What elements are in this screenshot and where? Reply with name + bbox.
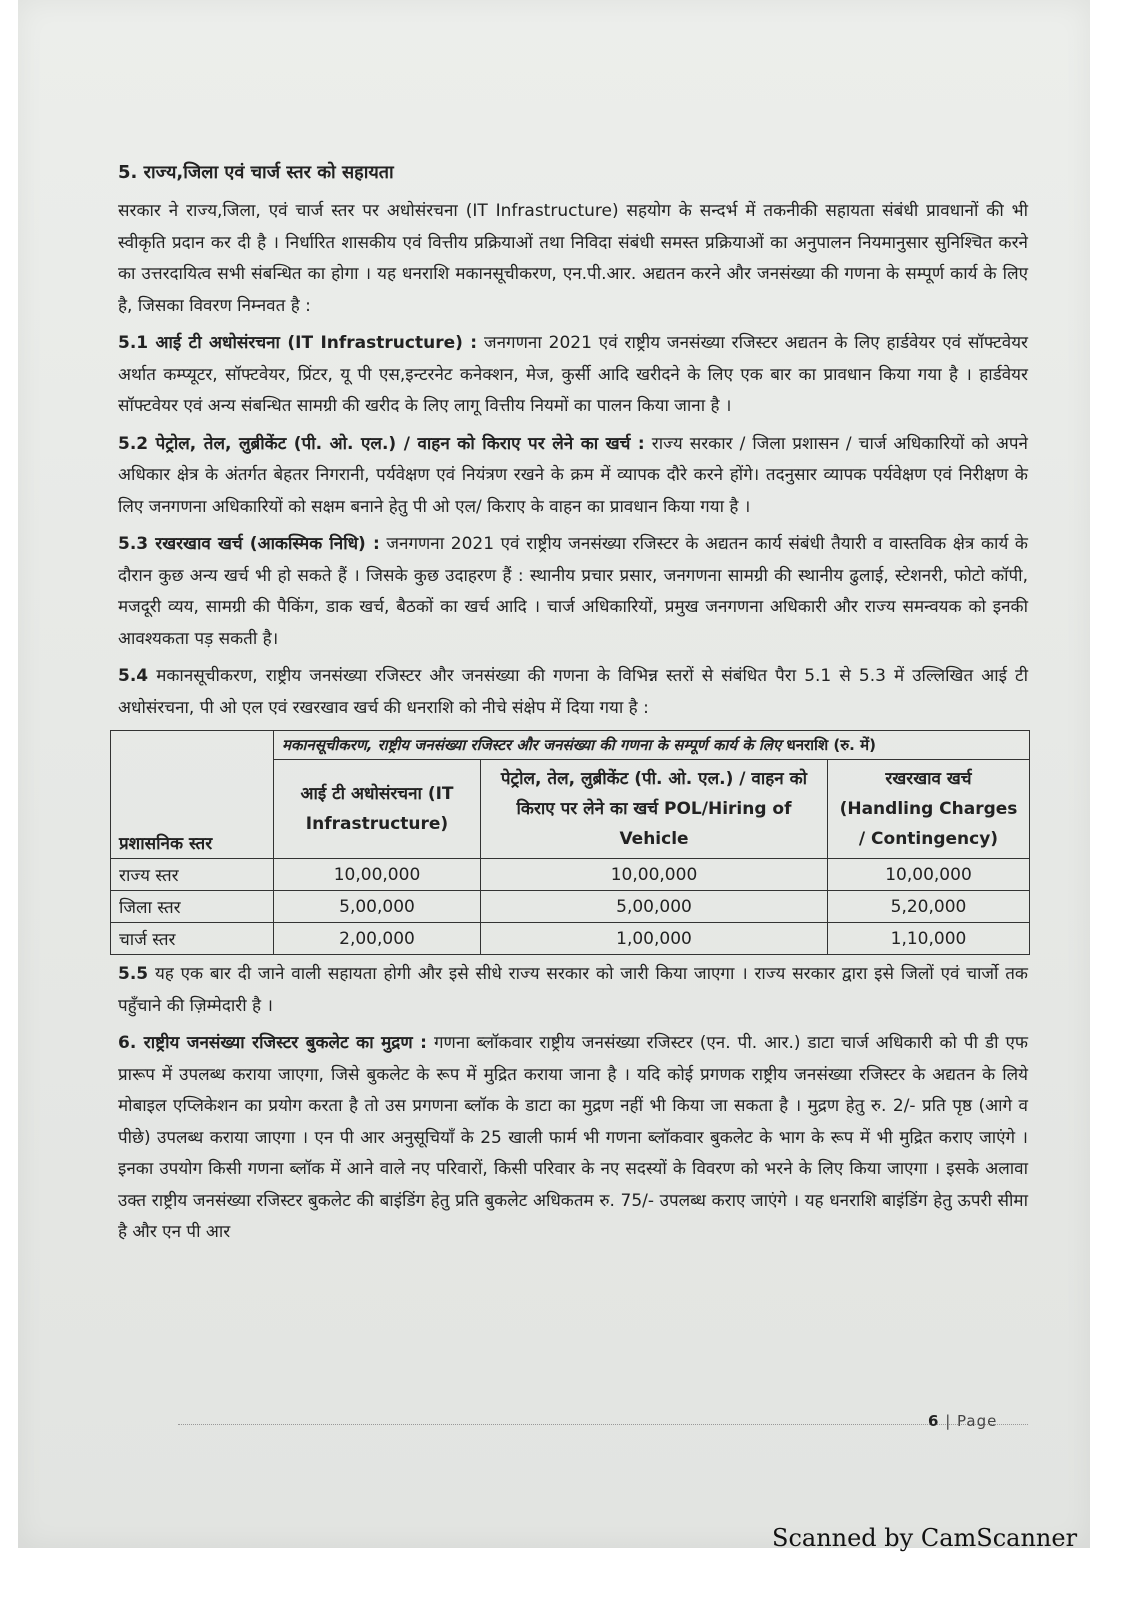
document-page — [18, 0, 1090, 1548]
page-number-value: 6 — [928, 1412, 940, 1430]
pol-cell: 10,00,000 — [481, 859, 828, 891]
section-5-3 — [118, 529, 1028, 655]
page-label: | Page — [945, 1412, 998, 1430]
pol-header: पेट्रोल, तेल, लुब्रीकेंट (पी. ओ. एल.) / वाहन को किराए पर लेने का खर्च POL/Hiring of Vehicle — [481, 760, 828, 859]
section-5-5 — [118, 959, 1028, 1022]
section-5-4-title: 5.4 — [118, 666, 149, 686]
level-cell: जिला स्तर — [111, 891, 274, 923]
section-5-1-title: 5.1 आई टी अधोसंरचना (IT Infrastructure) : — [118, 333, 478, 353]
page-number — [928, 1412, 997, 1430]
contingency-cell: 1,10,000 — [828, 923, 1030, 955]
section-5-3-text: जनगणना 2021 एवं राष्ट्रीय जनसंख्या रजिस्टर के अद्यतन कार्य संबंधी तैयारी व वास्तविक क्षेत्र कार्य के दौरान कुछ अन्य खर्च भी हो सकते हैं । जिसके कुछ उदाहरण हैं : स्थानीय प्रचार प्रसार, जनगणना सामग्री की स्थानीय ढुलाई, स्टेशनरी, फोटो कॉपी, मजदूरी व्यय, सामग्री की पैकिंग, डाक खर्च, बैठकों का खर्च आदि । चार्ज अधिकारियों, प्रमुख जनगणना अधिकारी और राज्य समन्वयक को इनकी आवश्यकता पड़ सकती है। — [118, 534, 1028, 649]
scanner-watermark: Scanned by CamScanner — [772, 1524, 1078, 1552]
section-5-paragraph: सरकार ने राज्य,जिला, एवं चार्ज स्तर पर अधोसंरचना (IT Infrastructure) सहयोग के सन्दर्भ में तकनीकी सहायता संबंधी प्रावधानों की भी स्वीकृति प्रदान कर दी है । निर्धारित शासकीय एवं वित्तीय प्रक्रियाओं तथा निविदा संबंधी समस्त प्रक्रियाओं का अनुपालन नियमानुसार सुनिश्चित करने का उत्तरदायित्व सभी संबन्धित का होगा । यह धनराशि मकानसूचीकरण, एन.पी.आर. अद्यतन करने और जनसंख्या की गणना के सम्पूर्ण कार्य के लिए है, जिसका विवरण निम्नवत है : — [118, 201, 1028, 316]
section-5-3-title: 5.3 रखरखाव खर्च (आकस्मिक निधि) : — [118, 534, 380, 554]
section-5-4 — [118, 661, 1028, 724]
document-content — [118, 160, 1028, 1255]
section-5-5-text: यह एक बार दी जाने वाली सहायता होगी और इसे सीधे राज्य सरकार को जारी किया जाएगा । राज्य सरकार द्वारा इसे जिलों एवं चार्जो तक पहुँचाने की ज़िम्मेदारी है । — [118, 964, 1028, 1016]
section-6 — [118, 1028, 1028, 1249]
section-5-2-title: 5.2 पेट्रोल, तेल, लुब्रीकेंट (पी. ओ. एल.) / वाहन को किराए पर लेने का खर्च : — [118, 433, 645, 454]
section-6-title: 6. राष्ट्रीय जनसंख्या रजिस्टर बुकलेट का मुद्रण : — [118, 1033, 427, 1053]
section-6-text: गणना ब्लॉकवार राष्ट्रीय जनसंख्या रजिस्टर (एन. पी. आर.) डाटा चार्ज अधिकारी को पी डी एफ प्रारूप में उपलब्ध कराया जाएगा, जिसे बुकलेट के रूप में मुद्रित कराया जाना है । यदि कोई प्रगणक राष्ट्रीय जनसंख्या रजिस्टर के अद्यतन के लिये मोबाइल एप्लिकेशन का प्रयोग करता है तो उस प्रगणना ब्लॉक के डाटा का मुद्रण नहीं भी किया जा सकता है । मुद्रण हेतु रु. 2/- प्रति पृष्ठ (आगे व पीछे) उपलब्ध कराया जाएगा । एन पी आर अनुसूचियाँ के 25 खाली फार्म भी गणना ब्लॉकवार बुकलेट के भाग के रूप में भी मुद्रित कराए जाएंगे । इनका उपयोग किसी गणना ब्लॉक में आने वाले नए परिवारों, किसी परिवार के नए सदस्यों के विवरण को भरने के लिए किया जाएगा । इसके अलावा उक्त राष्ट्रीय जनसंख्या रजिस्टर बुकलेट की बाइंडिंग हेतु प्रति बुकलेट अधिकतम रु. 75/- उपलब्ध कराए जाएंगे । यह धनराशि बाइंडिंग हेतु ऊपरी सीमा है और एन पी आर — [118, 1033, 1029, 1242]
it-infra-header: आई टी अधोसंरचना (IT Infrastructure) — [274, 760, 481, 859]
table-top-header-text: मकानसूचीकरण, राष्ट्रीय जनसंख्या रजिस्टर और जनसंख्या की गणना के सम्पूर्ण कार्य के लिए — [282, 736, 782, 754]
pol-cell: 1,00,000 — [481, 923, 828, 955]
table-row — [111, 923, 1030, 955]
table-top-header-row — [111, 731, 1030, 760]
funding-table — [110, 730, 1030, 955]
contingency-cell: 5,20,000 — [828, 891, 1030, 923]
section-5-4-text: मकानसूचीकरण, राष्ट्रीय जनसंख्या रजिस्टर और जनसंख्या की गणना के विभिन्न स्तरों से संबंधित पैरा 5.1 से 5.3 में उल्लिखित आई टी अधोसंरचना, पी ओ एल एवं रखरखाव खर्च की धनराशि को नीचे संक्षेप में दिया गया है : — [118, 666, 1028, 718]
pol-cell: 5,00,000 — [481, 891, 828, 923]
admin-level-header: प्रशासनिक स्तर — [111, 731, 274, 859]
table-row — [111, 859, 1030, 891]
contingency-cell: 10,00,000 — [828, 859, 1030, 891]
table-top-header-unit: धनराशि (रु. में) — [786, 736, 876, 754]
section-5-1 — [118, 328, 1028, 423]
level-cell: चार्ज स्तर — [111, 923, 274, 955]
section-5-heading: 5. राज्य,जिला एवं चार्ज स्तर को सहायता — [118, 162, 394, 183]
footer-divider — [178, 1424, 1028, 1425]
table-row — [111, 891, 1030, 923]
section-5-1-text: जनगणना 2021 एवं राष्ट्रीय जनसंख्या रजिस्टर अद्यतन के लिए हार्डवेयर एवं सॉफ्टवेयर अर्थात कम्प्यूटर, सॉफ्टवेयर, प्रिंटर, यू पी एस,इन्टरनेट कनेक्शन, मेज, कुर्सी आदि खरीदने के लिए एक बार का प्रावधान किया गया है । हार्डवेयर सॉफ्टवेयर एवं अन्य संबन्धित सामग्री की खरीद के लिए लागू वित्तीय नियमों का पालन किया जाना है । — [118, 333, 1029, 416]
section-5-2 — [118, 429, 1028, 524]
it-cell: 5,00,000 — [274, 891, 481, 923]
section-5-2-text: राज्य सरकार / जिला प्रशासन / चार्ज अधिकारियों को अपने अधिकार क्षेत्र के अंतर्गत बेहतर निगरानी, पर्यवेक्षण एवं नियंत्रण रखने के क्रम में व्यापक दौरे करने होंगे। तदनुसार व्यापक पर्यवेक्षण एवं निरीक्षण के लिए जनगणना अधिकारियों को सक्षम बनाने हेतु पी ओ एल/ किराए के वाहन का प्रावधान किया गया है । — [118, 433, 1028, 517]
table-top-header — [274, 731, 1030, 760]
level-cell: राज्य स्तर — [111, 859, 274, 891]
it-cell: 2,00,000 — [274, 923, 481, 955]
contingency-header: रखरखाव खर्च (Handling Charges / Contingency) — [828, 760, 1030, 859]
section-5-5-title: 5.5 — [118, 964, 149, 984]
it-cell: 10,00,000 — [274, 859, 481, 891]
